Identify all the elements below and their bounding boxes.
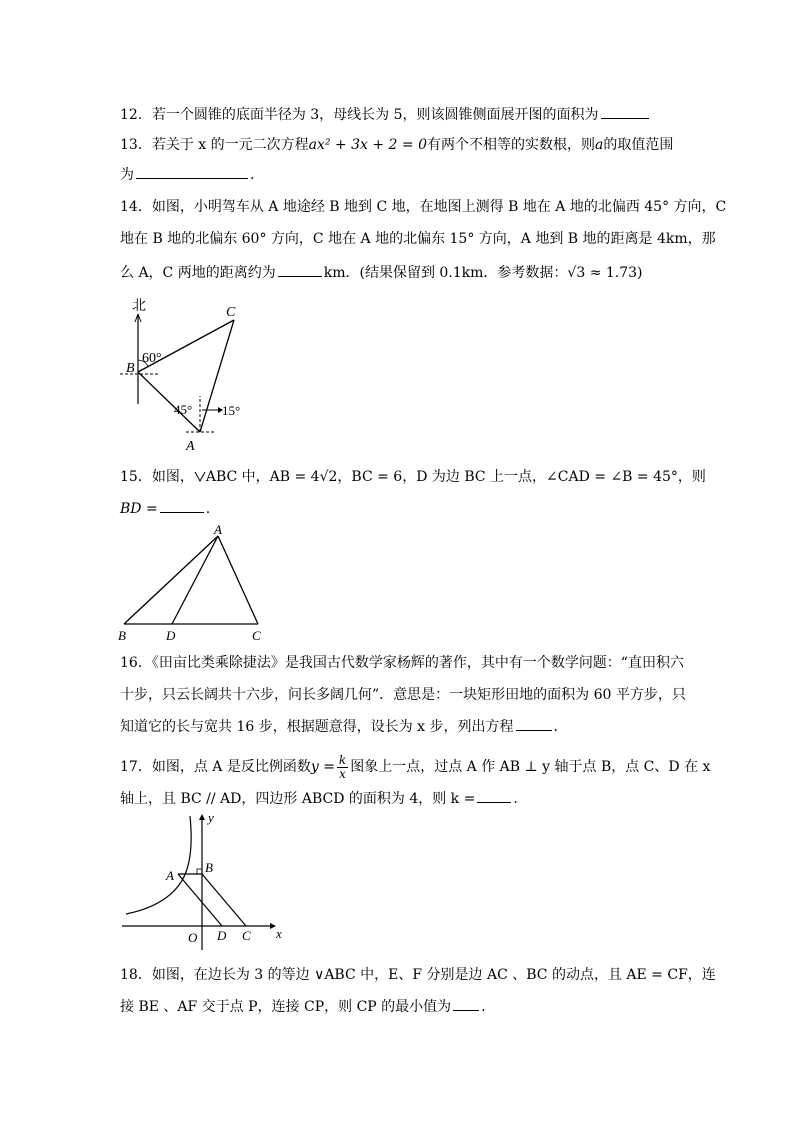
question-18-line2: 接 BE 、AF 交于点 P，连接 CP，则 CP 的最小值为 . [120,999,486,1015]
figure-q14 [116,296,266,456]
label-a: A [166,868,174,883]
label-a: A [214,524,222,537]
label-o: O [188,930,198,945]
question-15-line1: 15．如图， ABC 中，AB = 4√2，BC = 6，D 为边 BC 上一点，∠CAD = ∠B = 45°，则 [120,469,706,485]
label-b: B [118,628,126,643]
question-17-line1: 17．如图，点 A 是反比例函数y = $\frac{k}{x}$ 图象上一点，过点 A 作 AB ⊥ y 轴于点 B，点 C、D 在 x [120,752,711,781]
answer-blank-13[interactable] [136,166,248,179]
answer-blank-15[interactable] [160,500,204,513]
answer-blank-18[interactable] [453,998,479,1011]
answer-blank-12[interactable] [601,106,649,119]
answer-blank-16[interactable] [516,718,552,731]
label-a: A [186,439,195,454]
label-angle-45: 45° [174,402,193,417]
question-14-line3: 么 A，C 两地的距离约为 km．(结果保留到 0.1km．参考数据：√3 ≈ 1.73) [120,265,643,281]
question-17-line2: 轴上，且 BC // AD，四边形 ABCD 的面积为 4，则 k = . [120,791,518,807]
question-16-line1: 16．《田亩比类乘除捷法》是我国古代数学家杨辉的著作，其中有一个数学问题：“直田积六 [120,655,684,671]
label-c: C [226,305,236,320]
question-13: 13．若关于 x 的一元二次方程ax² + 3x + 2 = 0有两个不相等的实数根，则a的取值范围 [120,137,674,153]
label-d: D [217,928,227,943]
label-b: B [205,860,213,875]
label-b: B [126,361,135,376]
label-y: y [208,810,214,825]
triangle-symbol-icon [194,470,206,482]
label-north: 北 [132,299,146,314]
question-16-line2: 十步，只云长阔共十六步，问长多阔几何”．意思是：一块矩形田地的面积为 60 平方步，只 [120,687,686,703]
figure-q15 [116,524,276,646]
question-18-line1: 18．如图，在边长为 3 的等边 ∨ABC 中，E、F 分别是边 AC 、BC 的动点，且 AE = CF，连 [120,967,716,983]
question-16-line3: 知道它的长与宽共 16 步，根据题意得，设长为 x 步，列出方程 . [120,719,558,735]
figure-q17 [116,810,286,958]
label-angle-60: 60° [142,351,162,366]
question-13-line2: 为 . [120,167,255,183]
label-c: C [252,628,261,643]
question-15-line2: BD = . [120,501,211,517]
label-angle-15: 15° [222,403,241,418]
question-14-line2: 地在 B 地的北偏东 60° 方向，C 地在 A 地的北偏东 15° 方向，A 地到 B 地的距离是 4km，那 [120,231,716,247]
answer-blank-17[interactable] [477,790,511,803]
answer-blank-14[interactable] [278,264,322,277]
question-12: 12．若一个圆锥的底面半径为 3，母线长为 5，则该圆锥侧面展开图的面积为 [120,106,651,124]
label-x: x [276,926,282,941]
question-14-line1: 14．如图，小明驾车从 A 地途经 B 地到 C 地，在地图上测得 B 地在 A 地的北偏西 45° 方向，C [120,199,727,215]
label-d: D [166,628,176,643]
fraction-k-over-x: $\frac{k}{x}$ [338,752,347,781]
label-c: C [242,928,251,943]
